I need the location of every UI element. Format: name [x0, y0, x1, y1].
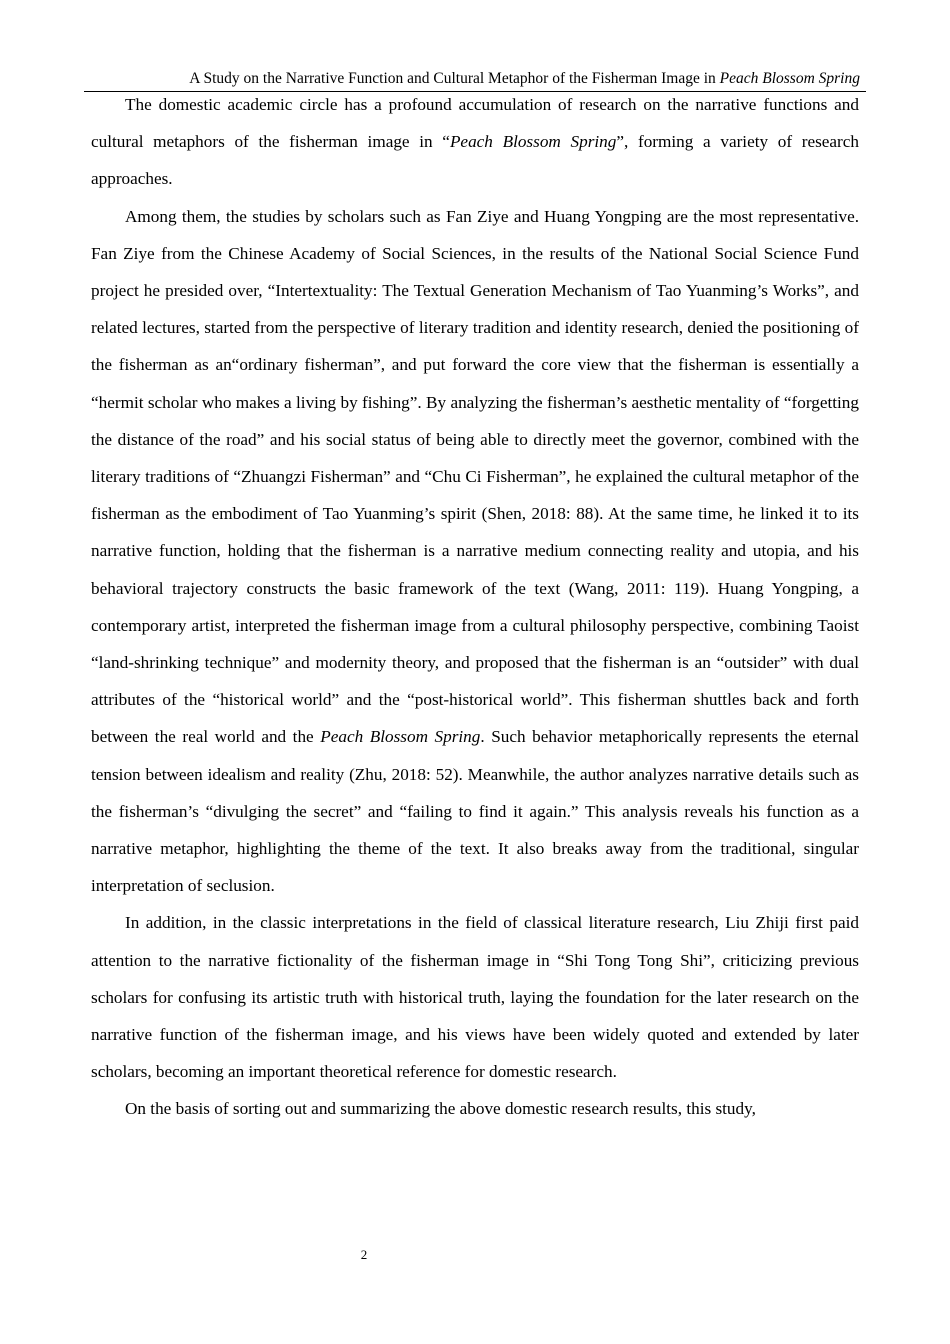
- text-segment: On the basis of sorting out and summarizing the above domestic research results, this study,: [125, 1099, 756, 1119]
- paragraph: [91, 86, 859, 198]
- text-segment: Among them, the studies by scholars such as Fan Ziye and Huang Yongping are the most representative. Fan Ziye from the Chinese Academy of Social Sciences, in the results of the National Social Science Fund project he presided over, “Intertextuality: The Textual Generation Mechanism of Tao Yuanming’s Works”, and related lectures, started from the perspective of literary tradition and identity research, denied the positioning of the fisherman as an“ordinary fisherman”, and put forward the core view that the fisherman is essentially a “hermit scholar who makes a living by fishing”. By analyzing the fisherman’s aesthetic mentality of “forgetting the distance of the road” and his social status of being able to directly meet the governor, combined with the literary traditions of “Zhuangzi Fisherman” and “Chu Ci Fisherman”, he explained the cultural metaphor of the fisherman as the embodiment of Tao Yuanming’s spirit (Shen, 2018: 88). At the same time, he linked it to its narrative function, holding that the fisherman is a narrative medium connecting reality and utopia, and his behavioral trajectory constructs the basic framework of the text (Wang, 2011: 119). Huang Yongping, a contemporary artist, interpreted the fisherman image from a cultural philosophy perspective, combining Taoist “land-shrinking technique” and modernity theory, and proposed that the fisherman is an “outsider” with dual attributes of the “historical world” and the “post-historical world”. This fisherman shuttles back and forth between the real world and the: [91, 206, 859, 747]
- header-title-italic: Peach Blossom Spring: [719, 70, 860, 87]
- text-segment: ”, forming a variety of research approaches.: [91, 132, 859, 189]
- header-title: A Study on the Narrative Function and Cultural Metaphor of the Fisherman Image in: [189, 70, 720, 87]
- paragraph: [91, 904, 859, 1090]
- page-number: 2: [360, 1247, 368, 1262]
- paragraph: [91, 1090, 859, 1127]
- body-text: [91, 86, 859, 1128]
- text-segment: In addition, in the classic interpretations in the field of classical literature research, Liu Zhiji first paid attention to the narrative fictionality of the fisherman image in “Shi Tong Tong Shi”, criticizing previous scholars for confusing its artistic truth with historical truth, laying the foundation for the later research on the narrative function of the fisherman image, and his views have been widely quoted and extended by later scholars, becoming an important theoretical reference for domestic research.: [91, 913, 859, 1082]
- italic-text: Peach Blossom Spring: [449, 132, 617, 152]
- italic-text: Peach Blossom Spring: [320, 727, 481, 747]
- text-segment: . Such behavior metaphorically represents the eternal tension between idealism and reality (Zhu, 2018: 52). Meanwhile, the author analyzes narrative details such as the fisherman’s “divulging the secret” and “failing to find it again.” This analysis reveals his function as a narrative metaphor, highlighting the theme of the text. It also breaks away from the traditional, singular interpretation of seclusion.: [91, 727, 859, 896]
- text-segment: The domestic academic circle has a profound accumulation of research on the narrative functions and cultural metaphors of the fisherman image in “: [91, 95, 859, 152]
- paragraph: [91, 198, 859, 905]
